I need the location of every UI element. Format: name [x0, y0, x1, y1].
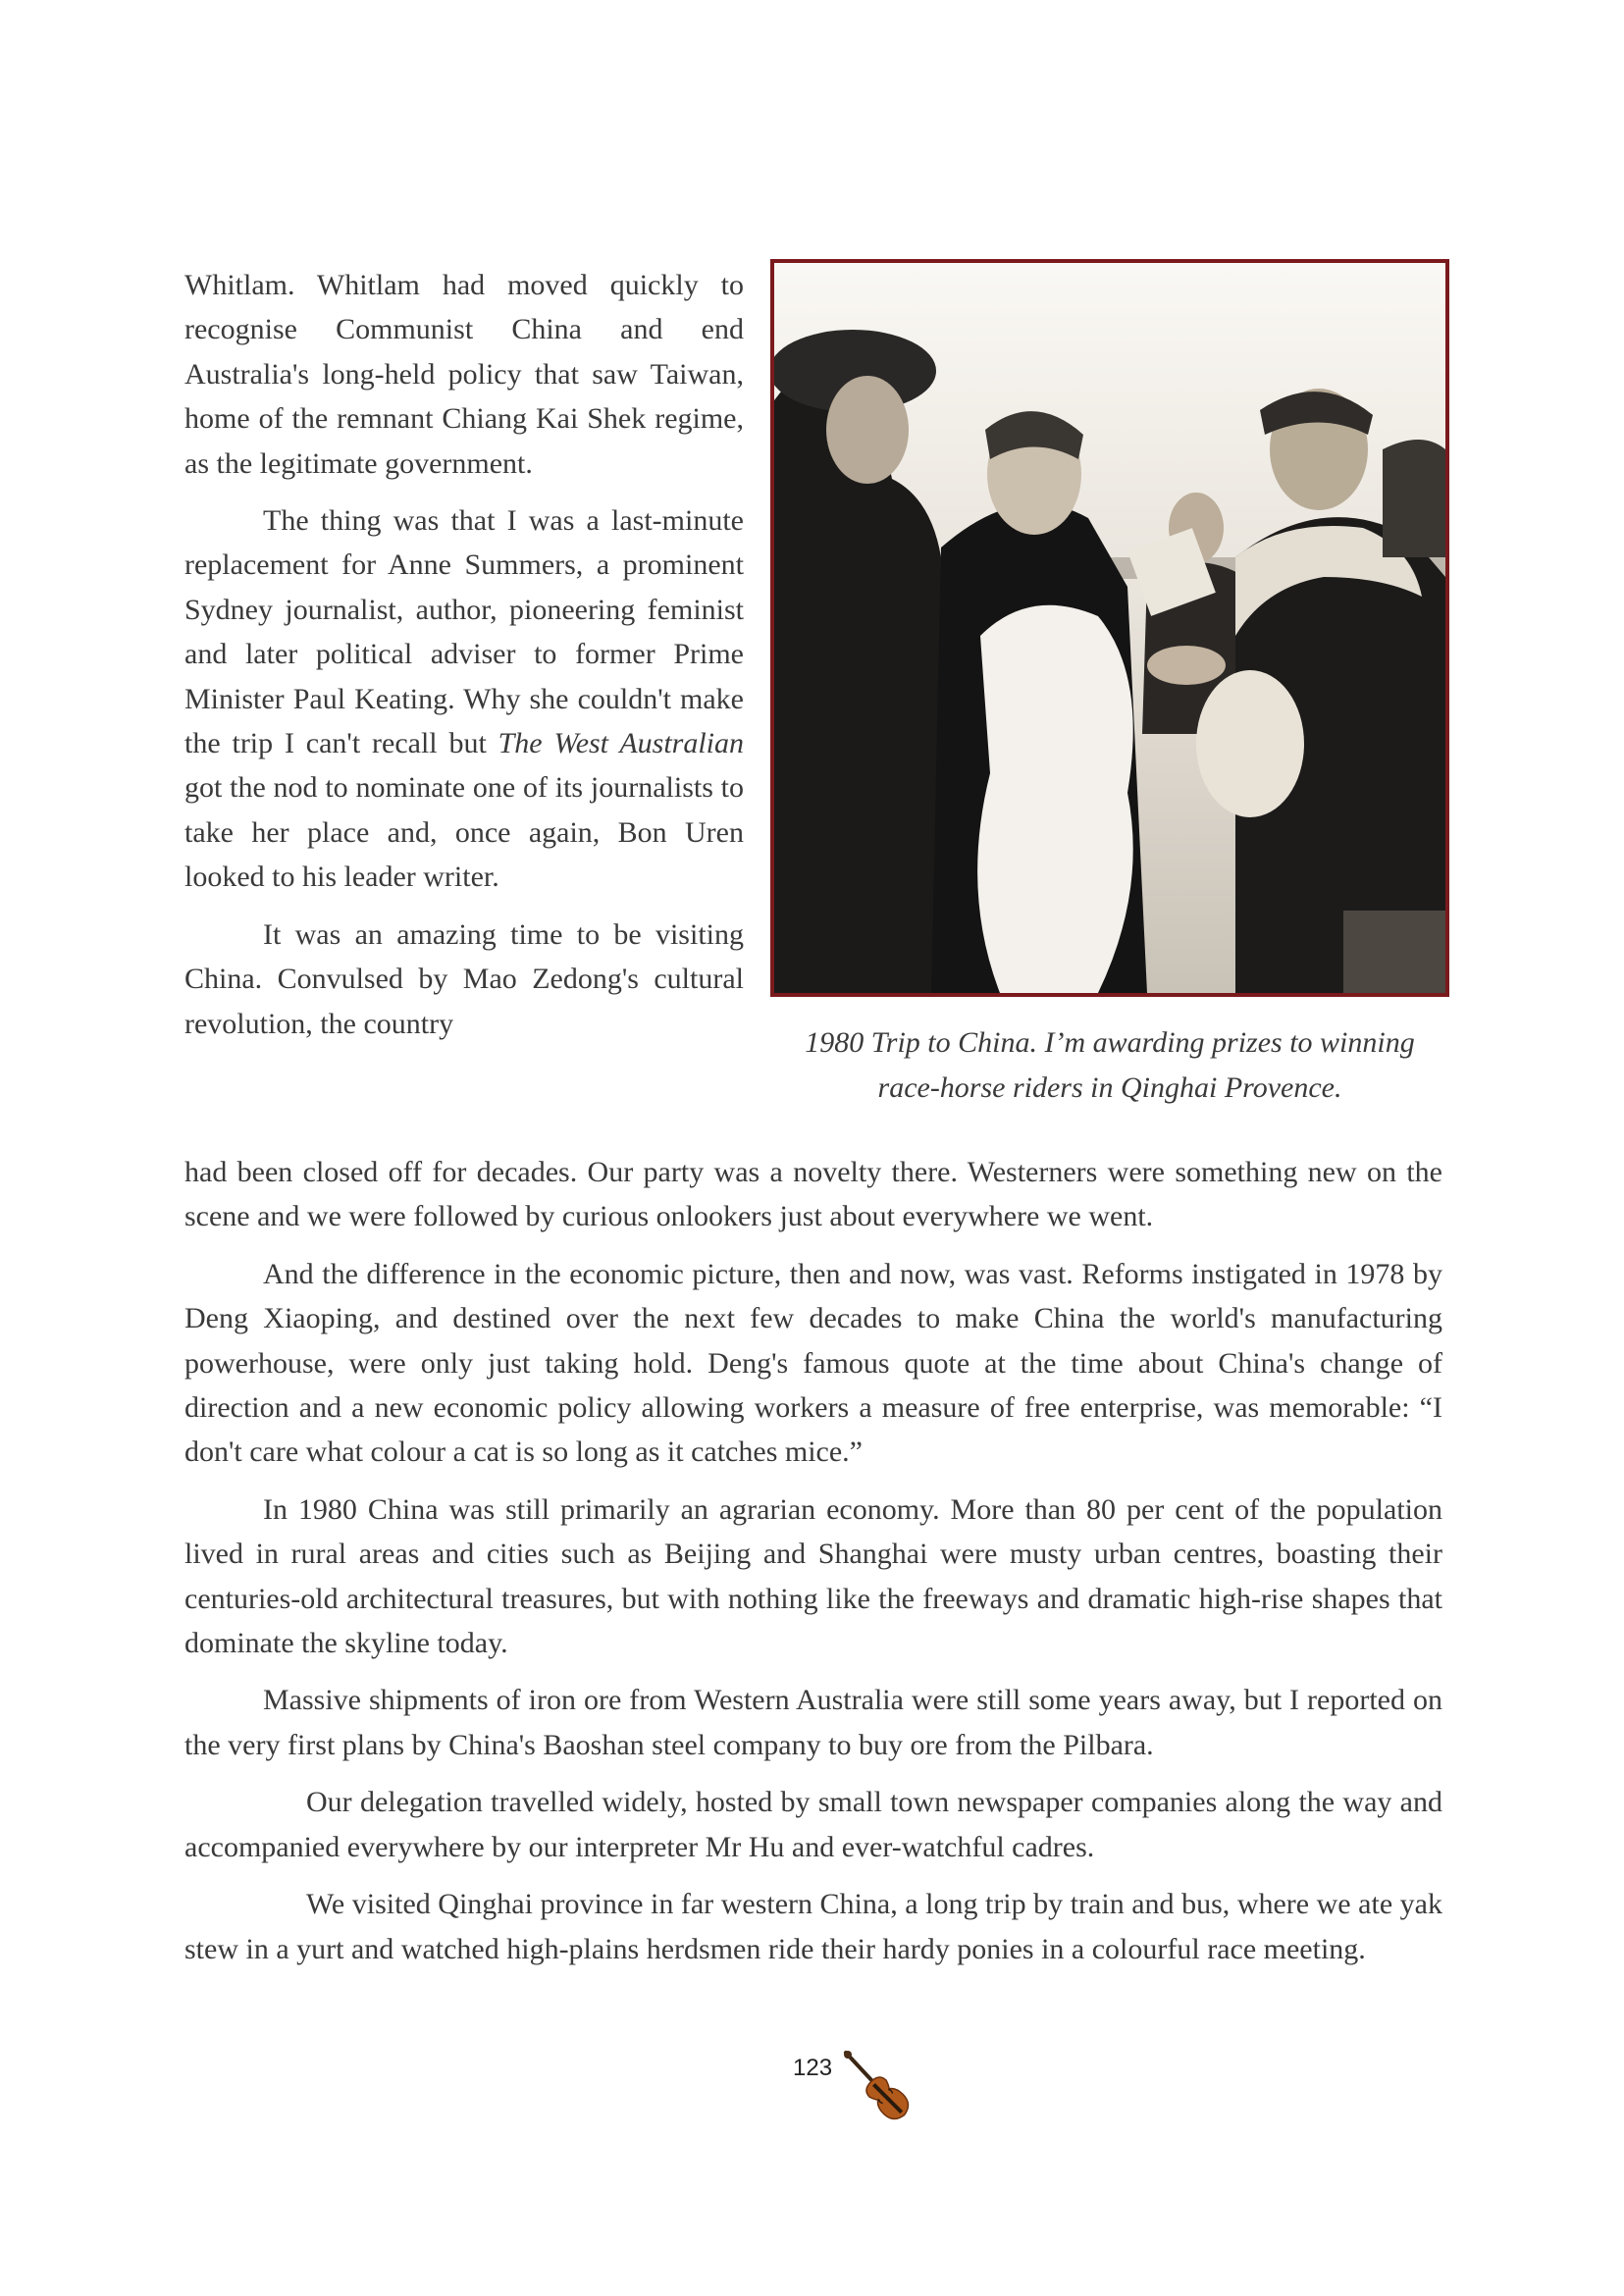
- paragraph-whitlam: Whitlam. Whitlam had moved quickly to recognise Communist China and end Australia's long-held policy that saw Taiwan, home of the remnant Chiang Kai Shek regime, as the legitimate government.: [184, 269, 744, 480]
- paragraph-amazing-time-cont: had been closed off for decades. Our party was a novelty there. Westerners were something new on the scene and we were followed by curious onlookers just about everywhere we went.: [184, 1156, 1442, 1233]
- paragraph-anne-summers: [184, 498, 744, 900]
- photo-caption: 1980 Trip to China. I’m awarding prizes to winning race-horse riders in Qinghai Provence.: [805, 1026, 1415, 1104]
- page-footer: [793, 2049, 920, 2127]
- paragraph-text: got the nod to nominate one of its journalists to take her place and, once again, Bon Uren looked to his leader writer.: [184, 771, 744, 894]
- newspaper-title: The West Australian: [498, 727, 744, 760]
- photo-frame: [770, 259, 1449, 997]
- body-text: [184, 1150, 1442, 1984]
- page-number: 123: [793, 2055, 833, 2081]
- paragraph-delegation: Our delegation travelled widely, hosted by small town newspaper companies along the way and accompanied everywhere by our interpreter Mr Hu and ever-watchful cadres.: [184, 1786, 1442, 1863]
- paragraph-agrarian: In 1980 China was still primarily an agrarian economy. More than 80 per cent of the population lived in rural areas and cities such as Beijing and Shanghai were musty urban centres, boasting their centuries-old architectural treasures, but with nothing like the freeways and dramatic high-rise shapes that dominate the skyline today.: [184, 1492, 1442, 1660]
- violin-icon: [840, 2049, 918, 2127]
- paragraph-iron-ore: Massive shipments of iron ore from Western Australia were still some years away, but I reported on the very first plans by China's Baoshan steel company to buy ore from the Pilbara.: [184, 1684, 1442, 1761]
- left-text-column: [184, 263, 744, 1059]
- paragraph-economic-picture: And the difference in the economic picture, then and now, was vast. Reforms instigated in 1978 by Deng Xiaoping, and destined over the next few decades to make China the world's manufacturing powerhouse, were only just taking hold. Deng's famous quote at the time about China's change of direction and a new economic policy allowing workers a measure of free enterprise, was memorable: “I don't care what colour a cat is so long as it catches mice.”: [184, 1257, 1442, 1469]
- paragraph-qinghai: We visited Qinghai province in far western China, a long trip by train and bus, where we ate yak stew in a yurt and watched high-plains herdsmen ride their hardy ponies in a colourful race meeting.: [184, 1888, 1442, 1965]
- paragraph-amazing-time-start: It was an amazing time to be visiting China. Convulsed by Mao Zedong's cultural revolution, the country: [184, 917, 744, 1040]
- paragraph-text: The thing was that I was a last-minute replacement for Anne Summers, a prominent Sydney journalist, author, pioneering feminist and later political adviser to former Prime Minister Paul Keating. Why she couldn't make the trip I can't recall but: [184, 504, 744, 760]
- photo-china-1980: [774, 263, 1445, 993]
